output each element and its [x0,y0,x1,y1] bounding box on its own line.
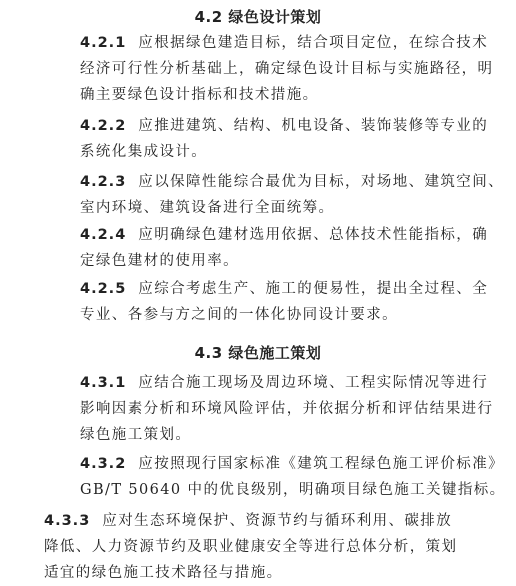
clause-text: 系统化集成设计。 [80,144,208,160]
clause-text: 影响因素分析和环境风险评估，并依据分析和评估结果进行 [80,401,494,417]
clause-4-3-2 [80,451,506,503]
clause-number: 4.2.5 [80,281,127,297]
clause-text: 确主要绿色设计指标和技术措施。 [80,87,319,103]
clause-4-3-1 [80,370,493,448]
clause-4-2-2 [80,113,488,165]
clause-text: 应按照现行国家标准《建筑工程绿色施工评价标准》 [138,456,504,472]
clause-number: 4.2.4 [80,227,127,243]
clause-text: 降低、人力资源节约及职业健康安全等进行总体分析，策划 [44,539,458,555]
clause-text: 经济可行性分析基础上，确定绿色设计目标与实施路径，明 [80,61,494,77]
clause-text: 应推进建筑、结构、机电设备、装饰装修等专业的 [138,118,489,134]
clause-text: 室内环境、建筑设备进行全面统筹。 [80,200,335,216]
clause-number: 4.2.3 [80,174,127,190]
clause-text: 应结合施工现场及周边环境、工程实际情况等进行 [138,375,489,391]
clause-text: 应对生态环境保护、资源节约与循环利用、碳排放 [102,513,453,529]
clause-number: 4.2.1 [80,35,127,51]
clause-text: 专业、各参与方之间的一体化协同设计要求。 [80,307,398,323]
clause-4-3-3 [44,508,457,586]
clause-text: 定绿色建材的使用率。 [80,253,239,269]
clause-text: 应明确绿色建材选用依据、总体技术性能指标，确 [138,227,489,243]
clause-number: 4.3.1 [80,375,127,391]
section-heading-4-3: 4.3 绿色施工策划 [194,344,322,362]
clause-text: GB/T 50640 中的优良级别，明确项目绿色施工关键指标。 [80,482,506,498]
clause-text: 应综合考虑生产、施工的便易性，提出全过程、全 [138,281,489,297]
clause-number: 4.3.3 [44,513,91,529]
clause-4-2-4 [80,222,488,274]
clause-number: 4.3.2 [80,456,127,472]
clause-text: 适宜的绿色施工技术路径与措施。 [44,565,283,581]
clause-number: 4.2.2 [80,118,127,134]
clause-text: 应以保障性能综合最优为目标，对场地、建筑空间、 [138,174,504,190]
clause-4-2-3 [80,169,504,221]
section-heading-4-2: 4.2 绿色设计策划 [194,8,322,26]
clause-text: 绿色施工策划。 [80,427,192,443]
clause-4-2-1 [80,30,493,108]
clause-text: 应根据绿色建造目标，结合项目定位，在综合技术 [138,35,489,51]
clause-4-2-5 [80,276,488,328]
